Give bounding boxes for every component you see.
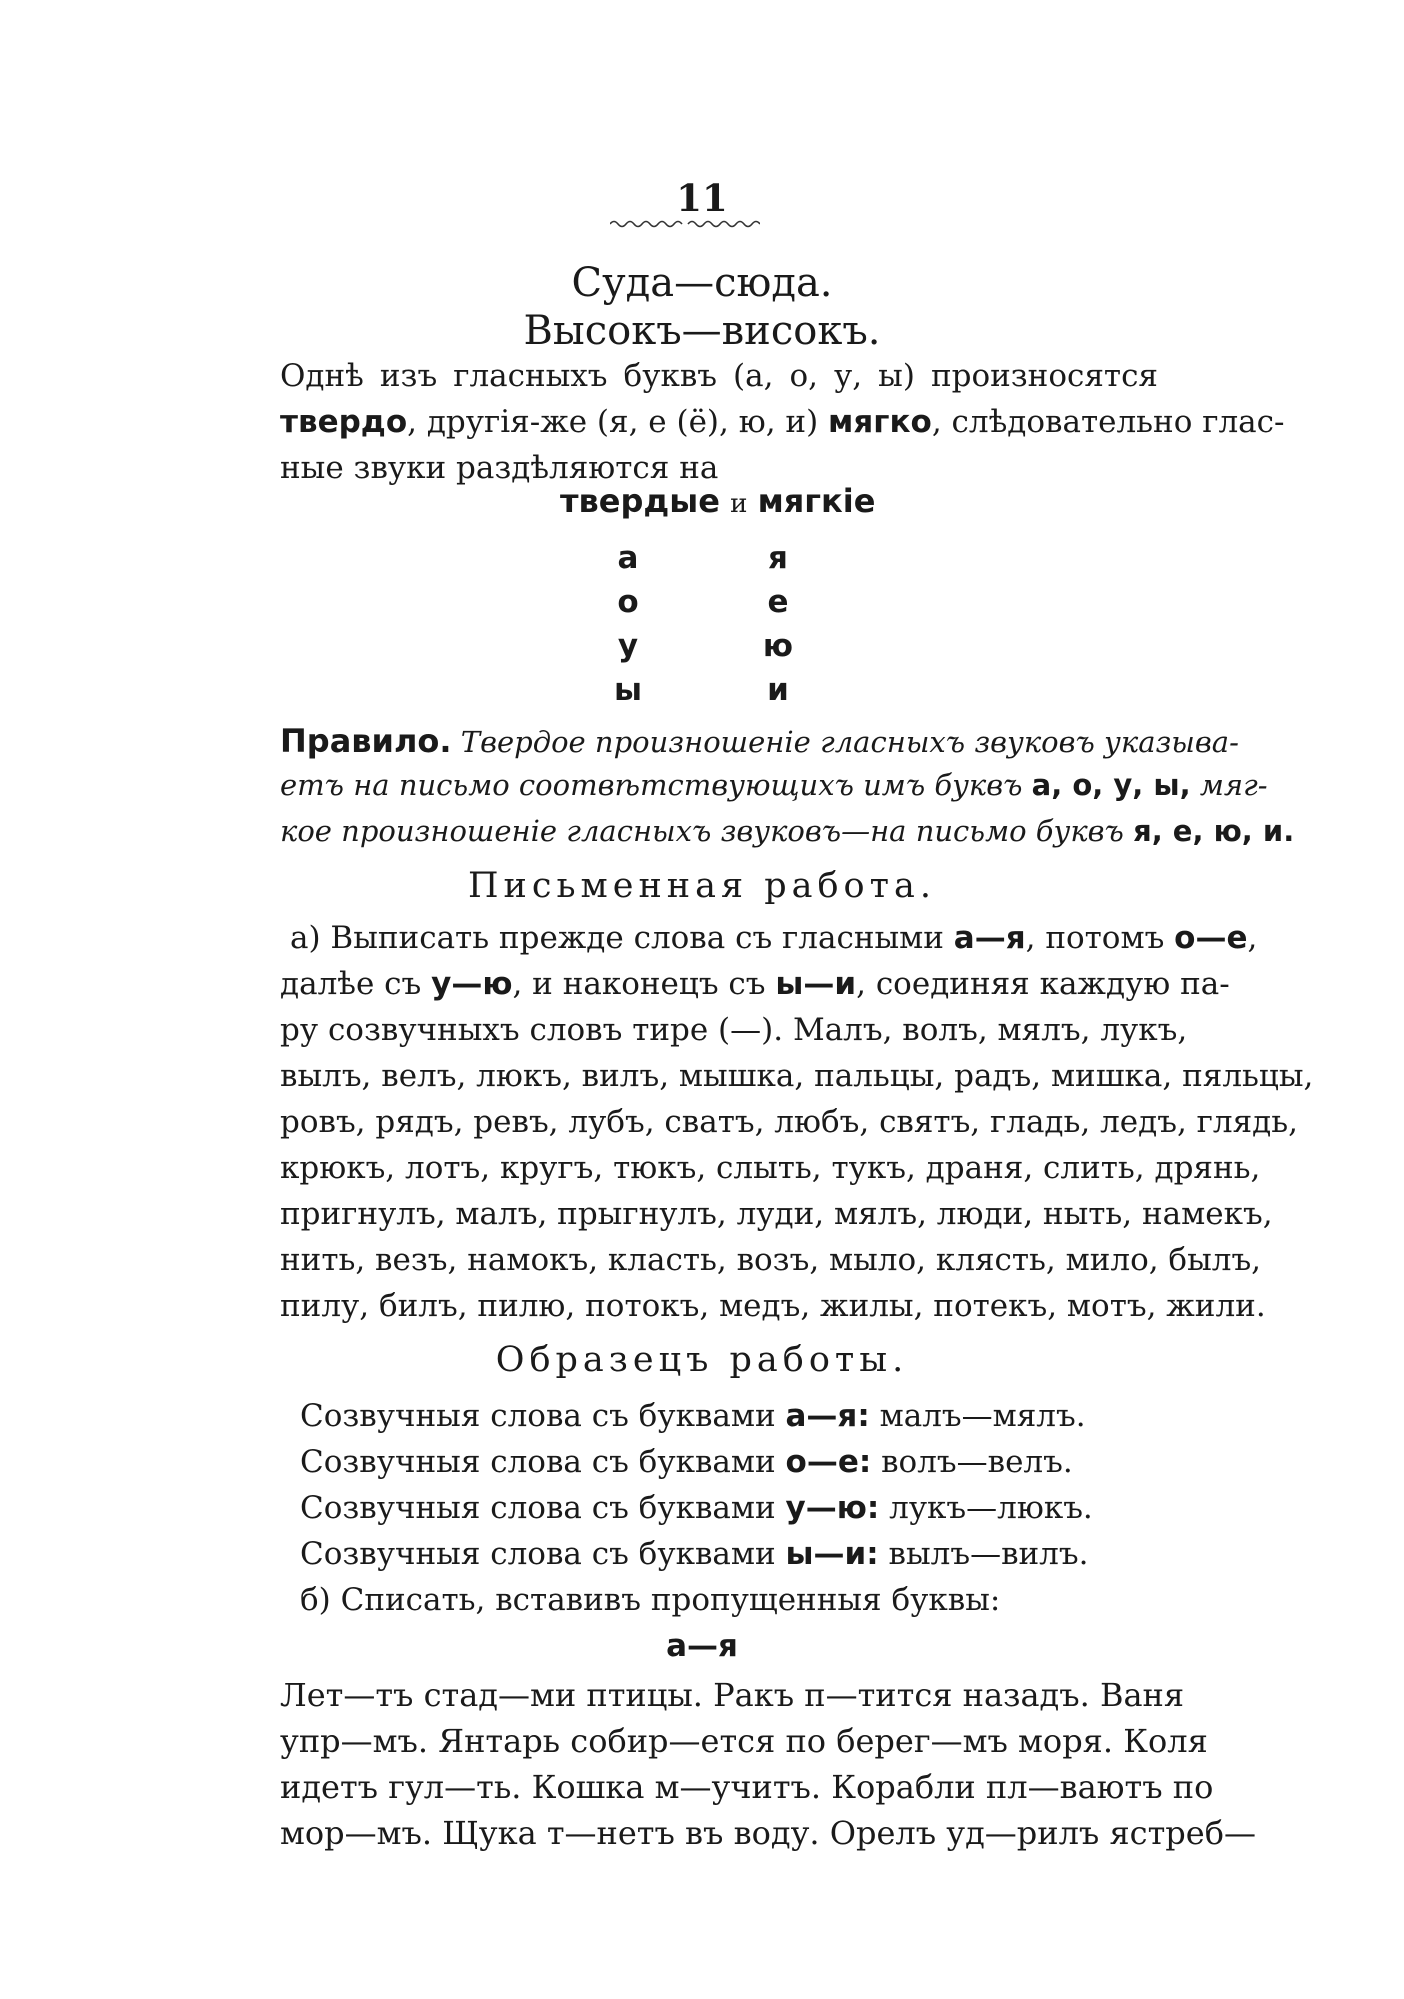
soft-label: мягкіе <box>757 482 876 520</box>
section-title-written-work: Письменная работа. <box>468 866 936 906</box>
soft-vowel-1: я <box>768 540 788 576</box>
task-a-line-8: нить, везъ, намокъ, класть, возъ, мыло, клясть, мило, былъ, <box>280 1242 1262 1278</box>
rule-line-2: етъ на письмо соотвѣтствующихъ имъ буквъ а, о, у, ы, мяг- <box>280 768 1268 802</box>
example-line-4: Созвучныя слова съ буквами ы—и: вылъ—вилъ. <box>300 1536 1089 1572</box>
intro-line-2: твердо, другія-же (я, е (ё), ю, и) мягко, слѣдовательно глас- <box>280 404 1285 440</box>
hard-vowel-3: у <box>617 628 639 664</box>
task-b-instruction: б) Списать, вставивъ пропущенныя буквы: <box>300 1582 1001 1618</box>
task-a-line-7: пригнулъ, малъ, прыгнулъ, луди, мялъ, люди, ныть, намекъ, <box>280 1196 1273 1232</box>
word-tverdo: твердо <box>280 404 408 440</box>
rule-line-3: кое произношеніе гласныхъ звуковъ—на письмо буквъ я, е, ю, и. <box>280 814 1295 848</box>
task-a-line-5: ровъ, рядъ, ревъ, лубъ, сватъ, любъ, святъ, гладь, ледъ, глядь, <box>280 1104 1298 1140</box>
intro-line-1: Однѣ изъ гласныхъ буквъ (а, о, у, ы) произносятся <box>280 358 1158 394</box>
example-line-3: Созвучныя слова съ буквами у—ю: лукъ—люкъ. <box>300 1490 1093 1526</box>
exercise-line-3: идетъ гул—ть. Кошка м—учитъ. Корабли пл—ваютъ по <box>280 1768 1214 1806</box>
heading-vysok-visok: Высокъ—високъ. <box>523 308 881 354</box>
exercise-line-2: упр—мъ. Янтарь собир—ется по берег—мъ моря. Коля <box>280 1722 1208 1760</box>
soft-vowel-4: и <box>767 672 789 708</box>
soft-vowel-3: ю <box>762 628 794 664</box>
task-a-line-4: вылъ, велъ, люкъ, вилъ, мышка, пальцы, радъ, мишка, пяльцы, <box>280 1058 1314 1094</box>
hard-vowel-1: а <box>617 540 639 576</box>
section-title-sample: Образецъ работы. <box>495 1340 909 1380</box>
task-a-line-1: а) Выписать прежде слова съ гласными а—я, потомъ о—е, <box>290 920 1258 956</box>
example-line-1: Созвучныя слова съ буквами а—я: малъ—мялъ. <box>300 1398 1086 1434</box>
hard-vowel-4: ы <box>613 672 643 708</box>
exercise-line-4: мор—мъ. Щука т—нетъ въ воду. Орелъ уд—рилъ ястреб— <box>280 1814 1256 1852</box>
task-b-pair: а—я <box>666 1628 738 1664</box>
task-a-line-9: пилу, билъ, пилю, потокъ, медъ, жилы, потекъ, мотъ, жили. <box>280 1288 1266 1324</box>
soft-vowel-2: е <box>767 584 789 620</box>
hard-vowel-2: о <box>617 584 639 620</box>
vowel-table-header: твердые и мягкіе <box>560 482 876 520</box>
task-a-line-3: ру созвучныхъ словъ тире (—). Малъ, волъ, мялъ, лукъ, <box>280 1012 1188 1048</box>
task-a-line-6: крюкъ, лотъ, кругъ, тюкъ, слыть, тукъ, драня, слить, дрянь, <box>280 1150 1261 1186</box>
page-number: 11 <box>676 176 728 220</box>
exercise-line-1: Лет—тъ стад—ми птицы. Ракъ п—тится назадъ. Ваня <box>280 1676 1185 1714</box>
heading-suda-syuda: Суда—сюда. <box>571 260 833 306</box>
hard-label: твердые <box>560 482 720 520</box>
intro-line-3: ные звуки раздѣляются на <box>280 450 719 486</box>
rule-line-1: Правило. Твердое произношеніе гласныхъ звуковъ указыва- <box>280 722 1239 760</box>
task-a-line-2: далѣе съ у—ю, и наконецъ съ ы—и, соединяя каждую па- <box>280 966 1230 1002</box>
rule-label: Правило. <box>280 722 452 760</box>
wavy-rule-ornament <box>610 218 760 230</box>
example-line-2: Созвучныя слова съ буквами о—е: волъ—велъ. <box>300 1444 1073 1480</box>
word-myagko: мягко <box>828 404 932 440</box>
